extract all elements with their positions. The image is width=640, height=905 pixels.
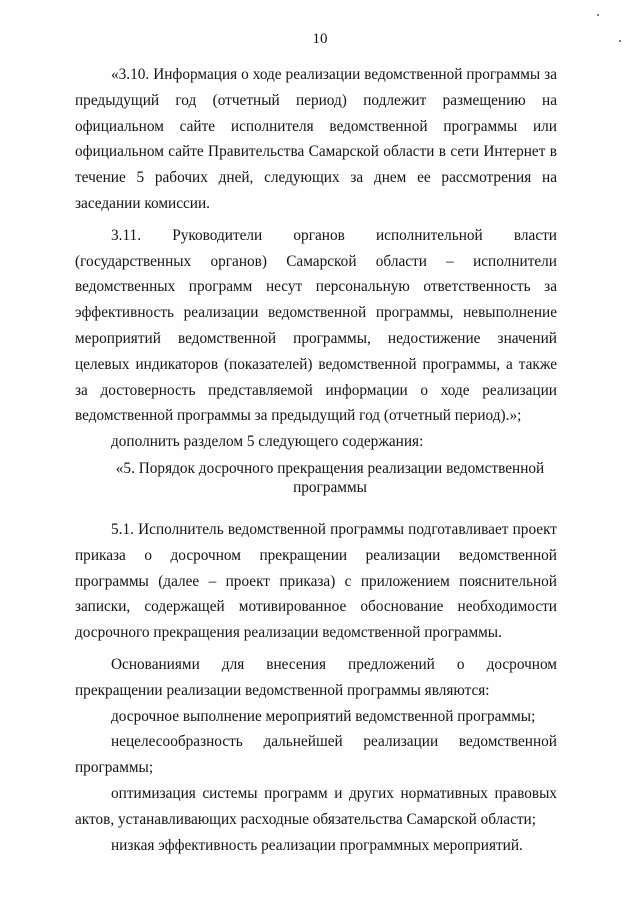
grounds-paragraph: Основаниями для внесения предложений о досрочном прекращении реализации ведомственной программы являются: — [75, 655, 557, 699]
ground-item-4: низкая эффективность реализации программных мероприятий. — [111, 836, 523, 854]
scan-speck — [619, 40, 621, 42]
supplement-instruction: дополнить разделом 5 следующего содержания: — [111, 433, 424, 451]
ground-item-2: нецелесообразность дальнейшей реализации ведомственной программы; — [75, 733, 557, 777]
ground-item-1: досрочное выполнение мероприятий ведомственной программы; — [111, 707, 536, 725]
document-body — [75, 62, 557, 858]
paragraph-3-10: «3.10. Информация о ходе реализации ведомственной программы за предыдущий год (отчетный период) подлежит размещению на официальном сайте исполнителя ведомственной программы или официальном сайте Правительства Самарской области в сети Интернет в течение 5 рабочих дней, следующих за днем ее рассмотрения на заседании комиссии. — [75, 66, 557, 212]
section-5-heading: «5. Порядок досрочного прекращения реализации ведомственной программы — [115, 459, 545, 496]
paragraph-3-11: 3.11. Руководители органов исполнительной власти (государственных органов) Самарской области – исполнители ведомственных программ несут персональную ответственность за эффективность реализации ведомственной программы, невыполнение мероприятий ведомственной программы, недостижение значений целевых индикаторов (показателей) ведомственной программы, а также за достоверность представляемой информации о ходе реализации ведомственной программы за предыдущий год (отчетный период).»; — [75, 226, 557, 425]
scan-speck — [597, 14, 599, 16]
paragraph-5-1: 5.1. Исполнитель ведомственной программы подготавливает проект приказа о досрочном прекращении реализации ведомственной программы (далее – проект приказа) с приложением пояснительной записки, содержащей мотивированное обоснование необходимости досрочного прекращения реализации ведомственной программы. — [75, 520, 557, 642]
page-number: 10 — [312, 31, 328, 47]
ground-item-3: оптимизация системы программ и других нормативных правовых актов, устанавливающих расходные обязательства Самарской области; — [75, 784, 557, 828]
